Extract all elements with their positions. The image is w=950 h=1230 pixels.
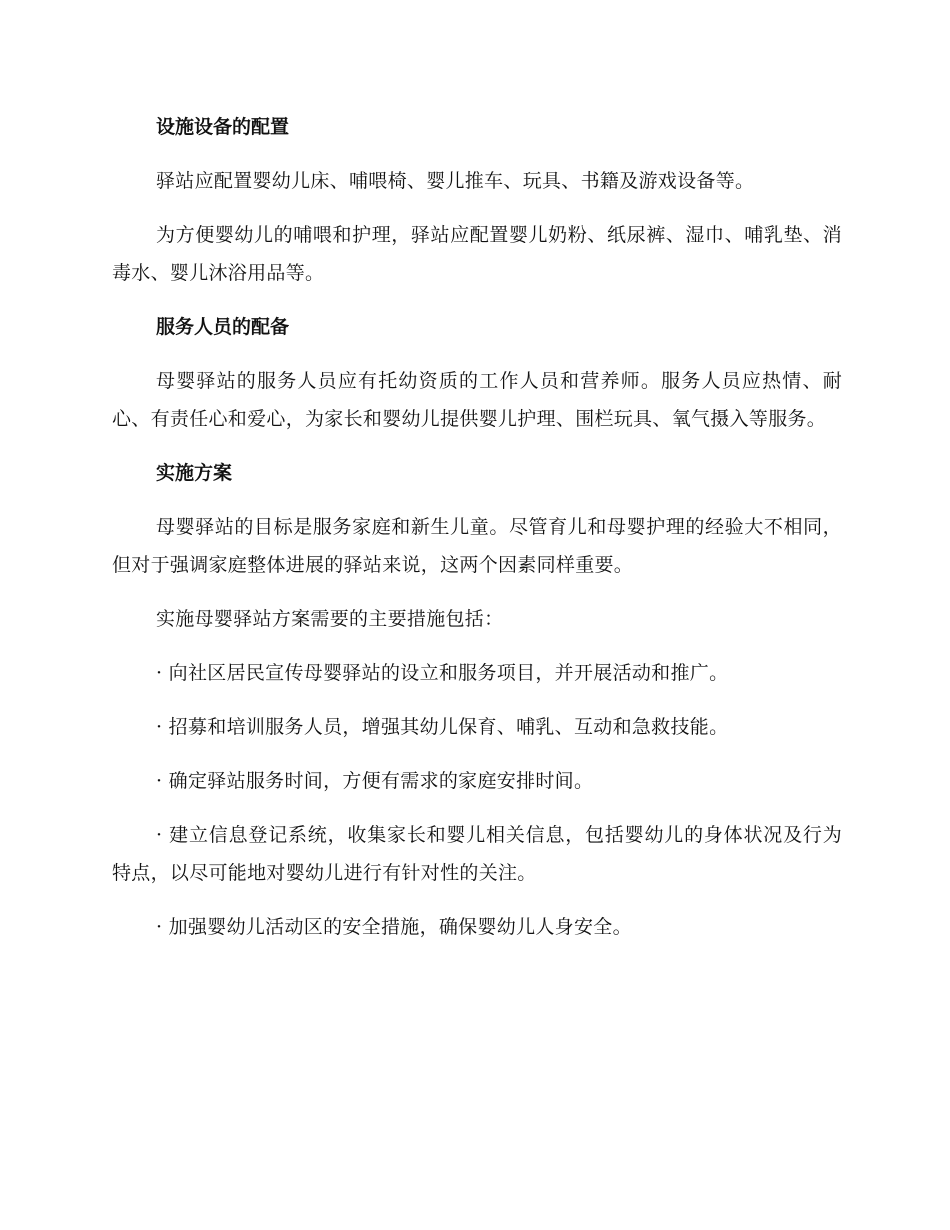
- bullet-item: · 招募和培训服务人员，增强其幼儿保育、哺乳、互动和急救技能。: [156, 716, 729, 738]
- bullet-item: · 加强婴幼儿活动区的安全措施，确保婴幼儿人身安全。: [156, 916, 632, 938]
- paragraph: 母婴驿站的服务人员应有托幼资质的工作人员和营养师。服务人员应热情、耐心、有责任心和爱心，为家长和婴幼儿提供婴儿护理、围栏玩具、氧气摄入等服务。: [112, 370, 842, 430]
- paragraph: 实施母婴驿站方案需要的主要措施包括：: [156, 608, 504, 630]
- section-heading-implementation: 实施方案: [156, 462, 233, 484]
- document-page: [112, 108, 842, 962]
- paragraph: 为方便婴幼儿的哺喂和护理，驿站应配置婴儿奶粉、纸尿裤、湿巾、哺乳垫、消毒水、婴儿沐浴用品等。: [112, 224, 842, 284]
- section-heading-staff: 服务人员的配备: [156, 316, 290, 338]
- paragraph: 驿站应配置婴幼儿床、哺喂椅、婴儿推车、玩具、书籍及游戏设备等。: [156, 170, 755, 192]
- section-heading-facilities: 设施设备的配置: [156, 116, 290, 138]
- bullet-item: · 建立信息登记系统，收集家长和婴儿相关信息，包括婴幼儿的身体状况及行为特点，以尽可能地对婴幼儿进行有针对性的关注。: [112, 824, 842, 884]
- bullet-item: · 确定驿站服务时间，方便有需求的家庭安排时间。: [156, 770, 594, 792]
- bullet-item: · 向社区居民宣传母婴驿站的设立和服务项目，并开展活动和推广。: [156, 662, 729, 684]
- paragraph: 母婴驿站的目标是服务家庭和新生儿童。尽管育儿和母婴护理的经验大不相同，但对于强调家庭整体进展的驿站来说，这两个因素同样重要。: [112, 516, 842, 576]
